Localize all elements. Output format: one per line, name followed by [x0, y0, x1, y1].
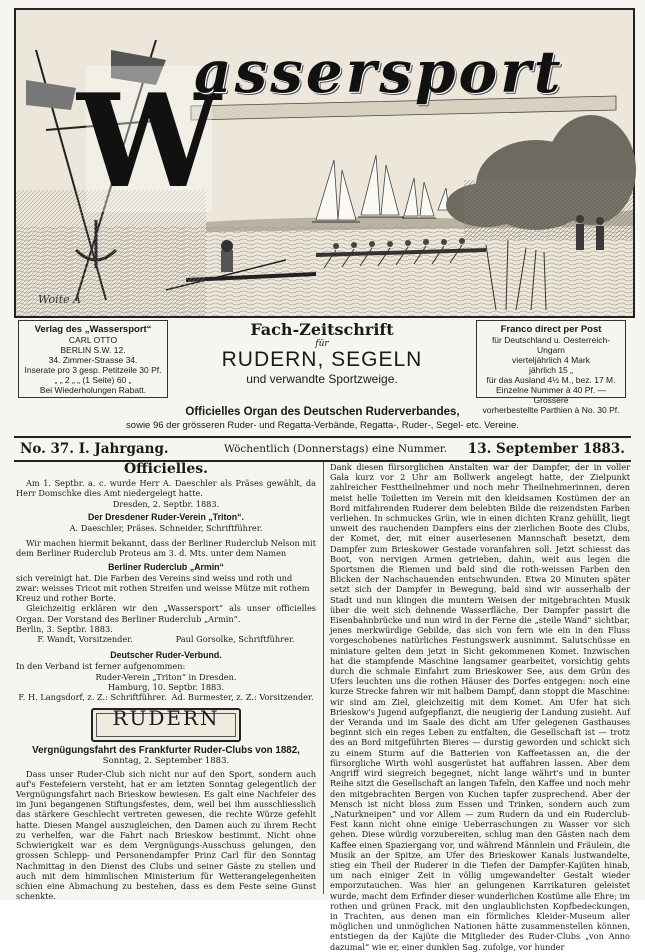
- announcement-armin: Wir machen hiermit bekannt, dass der Berliner Ruderclub Nelson mit dem Berliner Ruderclub Proteus am 3. d. Mts. unter dem Namen: [16, 538, 316, 559]
- publisher-name: CARL OTTO: [68, 335, 118, 345]
- announcement-triton: Am 1. Septbr. a. c. wurde Herr A. Daeschler als Präses gewählt, da Herr Domschke dies Amt niedergelegt hatte.: [16, 478, 316, 499]
- announcement-place: Dresden, 2. Septbr. 1883.: [112, 498, 220, 509]
- left-column: [16, 461, 316, 902]
- verwandte-sportzweige: und verwandte Sportzweige.: [246, 372, 398, 386]
- rudern-banner: [91, 708, 241, 742]
- publisher-city: BERLIN S.W. 12.: [60, 345, 126, 355]
- armin-signatures: [16, 634, 316, 644]
- verbund-text: In den Verband ist ferner aufgenommen:: [16, 661, 186, 672]
- officielles-title: Officielles.: [123, 461, 209, 477]
- club-name-triton: Der Dresdener Ruder-Verein „Triton“.: [88, 511, 244, 522]
- price-box: [476, 320, 626, 415]
- verbund-club: Ruder-Verein „Triton“ in Dresden.: [95, 671, 237, 682]
- fach-zeitschrift: Fach-Zeitschrift: [250, 320, 394, 339]
- price-line-3: vierteljährlich 4 Mark: [512, 355, 590, 365]
- issue-date-bar: [14, 436, 631, 462]
- subtitle-block: [174, 318, 470, 386]
- verbund-place: Hamburg, 10. Septbr. 1883.: [107, 681, 225, 692]
- price-line-4: jährlich 15 „: [529, 365, 573, 375]
- armin-signature-1: F. Wandt, Vorsitzender.: [37, 634, 133, 645]
- associations-line: sowie 96 der grösseren Ruder- und Regatta-Verbände, Regatta-, Ruder-, Segel- etc. Vereine.: [126, 420, 519, 431]
- article-title: Vergnügungsfahrt des Frankfurter Ruder-Clubs von 1882,: [32, 745, 300, 757]
- issue-frequency: Wöchentlich (Donnerstags) eine Nummer.: [224, 443, 448, 455]
- masthead-illustration: [14, 8, 635, 318]
- verbund-signature-2: Ad. Burmester, z. Z.: Vorsitzender.: [171, 692, 314, 703]
- fuer-label: für: [315, 339, 329, 349]
- rudern-segeln-heading: RUDERN, SEGELN: [221, 348, 423, 371]
- masthead-title: assersport: [194, 38, 564, 106]
- signatories-triton: A. Daeschler, Präses. Schneider, Schriftführer.: [69, 523, 263, 534]
- article-subtitle: Sonntag, 2. September 1883.: [102, 756, 230, 767]
- price-line-7: vorherbestellte Parthien à No. 30 Pf.: [482, 405, 620, 415]
- price-head: Franco direct per Post: [500, 324, 602, 335]
- publisher-box: [18, 320, 168, 398]
- issue-number: No. 37. I. Jahrgang.: [20, 441, 169, 457]
- column-divider: [323, 462, 324, 894]
- article-body-right: Dank diesen fürsorglichen Anstalten war der Dampfer, der in voller Gala kurz vor 2 Uhr am Bollwerk angelegt hatte, der Zielpunkt zahlreicher Festtheilnehmer und noch mehr Theilnehmerinnen, deren meist helle Toiletten im Verein mit den kleidsamen Kostümen der an Bord mitfahrenden Ruderer dem belebten Bilde die reizendsten Farben verliehen. In schmuckes Grün, wie in einen dichten Kranz gehüllt, liegt unweit des rauchenden Dampfers eins der zierlichen Boote des Clubs, der Komet, der, mit einer auserlesenen Mannschaft besetzt, dem Dampfer zum Brieskower Gestade voranfahren soll. Jetzt schiesst das Boot, von nervigen Armen getrieben, dahin, weit aus legen die Sportsmen die Riemen und bald sind die roth-weissen Farben den Blicken der Nachschauenden entschwunden. Etwa 20 Minuten später setzt sich der Dampfer in Bewegung, bald sind wir ausserhalb der Stadt und nun klingen die muntern Weisen der mitgebrachten Musik über die weit sich dehnende Wasserfläche. Der Dampfer passirt die Eisenbahnbrücke und nun wird in der Ferne die „steile Wand“ sichtbar, jenes merkwürdige Gebilde, das sich von fern wie ein in den Fluss vorgeschobenes natürliches Festungswerk ausnimmt. Salutschüsse en miniature gelten dem jetzt in Sicht gekommenen Komet. Inzwischen hat die stampfende Maschine langsamer gearbeitet, vorsichtig gehts durch die schmale Einfahrt zum Brieskower See, aus dem Grün des Ufers leuchten uns die rothen Häuser des Dorfes entgegen: noch eine kurze Strecke fahren wir mit halbem Dampf, dann stoppt die Maschine: wir sind am Ziel, gleichzeitig mit dem Komet. Am Ufer hat sich Brieskow's Jugend aufgepflanzt, die neugierig der Landung zusieht. Auf der Veranda und im Saale des dicht am Ufer gelegenen Gasthauses beginnt sich ein reges Leben zu entfalten, die Gesellschaft ist — trotz des an Bord mitgeführten Bieres — durstig geworden und schickt sich zu einem Sturm auf die Batterien von Kaffeetassen an, die der fürsorgliche Wirth wohl ausgerüstet hat auffahren lassen. Aber dem Angriff wird siegreich begegnet, nicht lange währt's und in bunter Reihe sitzt die Gesellschaft an langen Tafeln, den Kaffee und noch mehr den mitgebrachten Bergen von Kuchen tapfer zusprechend. Aber der Mensch ist nicht bloss zum Essen und Trinken, sondern auch zum „Naturkneipen“ und vor Allem — zum Rudern da und ein Ruderclub-Fest kann nicht ohne einige Ueberraschungen zu Wasser vor sich gehen. Diese würdig vorzubereiten, schlug man den Gästen nach dem Kaffee einen Spaziergang vor, und während Männlein und Fräulein, die Musik an der Spitze, am Ufer des Brieskower Kanals lustwandelte, stieg ein Theil der Ruderer in die Tiefen der Dampfer-Kajüten hinab, um nach einiger Zeit in völlig umgewandelter Gestalt wieder emporzutauchen. Was hier an gelungenen Karrikaturen geleistet wurde, macht dem Erfinder dieser wunderlichen Kostüme alle Ehre; im rothen und grünen Frack, mit den unglaublichsten Kopfbedeckungen, in Trachten, aus denen man ein förmliches Kleider-Museum aller möglichen und unmöglichen Nationen hätte zusammenstellen können, entstiegen da der Kajüte die Mitglieder des Ruder-Clubs „von Anno dazumal“ wie er, einer dunklen Sag. zufolge, vor hunder: [330, 462, 630, 952]
- price-line-5: für das Ausland 4½ M., bez. 17 M.: [486, 375, 616, 385]
- publisher-street: 34. Zimmer-Strasse 34.: [48, 355, 138, 365]
- article-body-left: Dass unser Ruder-Club sich nicht nur auf den Sport, sondern auch auf's Festefeiern versteht, hat er am letzten Sonntag gelegentlich der Vergnügungsfahrt nach Brieskow bewiesen. Es galt eine Nachfeier des im Juni begangenen Stiftungsfestes, dem, weil bei ihm ausschliesslich das stärkere Geschlecht vertreten gewesen, die rechte Würze gefehlt hatte. Diesen Mangel auszugleichen, den Damen auch zu ihrem Recht zu verhelfen, war die Fahrt nach Brieskow bestimmt. Nicht ohne Schwierigkeit war es dem Vergnügungs-Ausschuss gelungen, den grossen Schlepp- und Personendampfer Prinz Carl für den Sonntag Nachmittag in den Dienst des Clubs und seiner Gäste zu stellen und auch mit dem himmlischen Ministerium für Wetterangelegenheiten schien eine Abmachung zu bestehen, dass es dem Feste seine Gunst schenkte.: [16, 768, 316, 902]
- verbund-signature-1: F. H. Langsdorf, z. Z.: Schriftführer.: [18, 692, 167, 703]
- ad-price-2: „ „ 2 „ „ (1 Seite) 60 „: [54, 375, 132, 385]
- armin-organ: Gleichzeitig erklären wir den „Wassersport“ als unser officielles Organ. Der Vorstand des Berliner Ruderclub „Armin“.: [16, 603, 316, 624]
- artist-signature: Woite A: [38, 293, 82, 306]
- right-column: [330, 462, 630, 952]
- rudern-banner-text: RUDERN: [112, 706, 220, 731]
- price-line-6: Einzelne Nummer à 40 Pf. — Grössere: [495, 385, 607, 405]
- price-line-2: für Deutschland u. Oesterreich-Ungarn: [491, 335, 611, 355]
- ad-price-1: Inserate pro 3 gesp. Petitzeile 30 Pf.: [24, 365, 162, 375]
- issue-date: 13. September 1883.: [467, 441, 625, 457]
- title-initial: W: [77, 67, 221, 217]
- publisher-line: Verlag des „Wassersport“: [34, 324, 152, 335]
- verbund-heading: Deutscher Ruder-Verbund.: [110, 650, 222, 661]
- armin-place: Berlin, 3. Septbr. 1883.: [16, 623, 113, 634]
- verbund-signatures: [16, 692, 316, 702]
- armin-colours: sich vereinigt hat. Die Farben des Vereins sind weiss und roth und zwar: weisses Tricot mit rothen Streifen und weisse Mütze mit rothem Kreuz und rother Borte.: [16, 572, 310, 604]
- official-organ-line: Officielles Organ des Deutschen Ruderverbandes,: [185, 406, 460, 418]
- armin-signature-2: Paul Gorsolke, Schriftführer.: [175, 634, 295, 645]
- club-name-armin: Berliner Ruderclub „Armin“: [108, 561, 224, 572]
- ad-discount: Bei Wiederholungen Rabatt.: [39, 385, 147, 395]
